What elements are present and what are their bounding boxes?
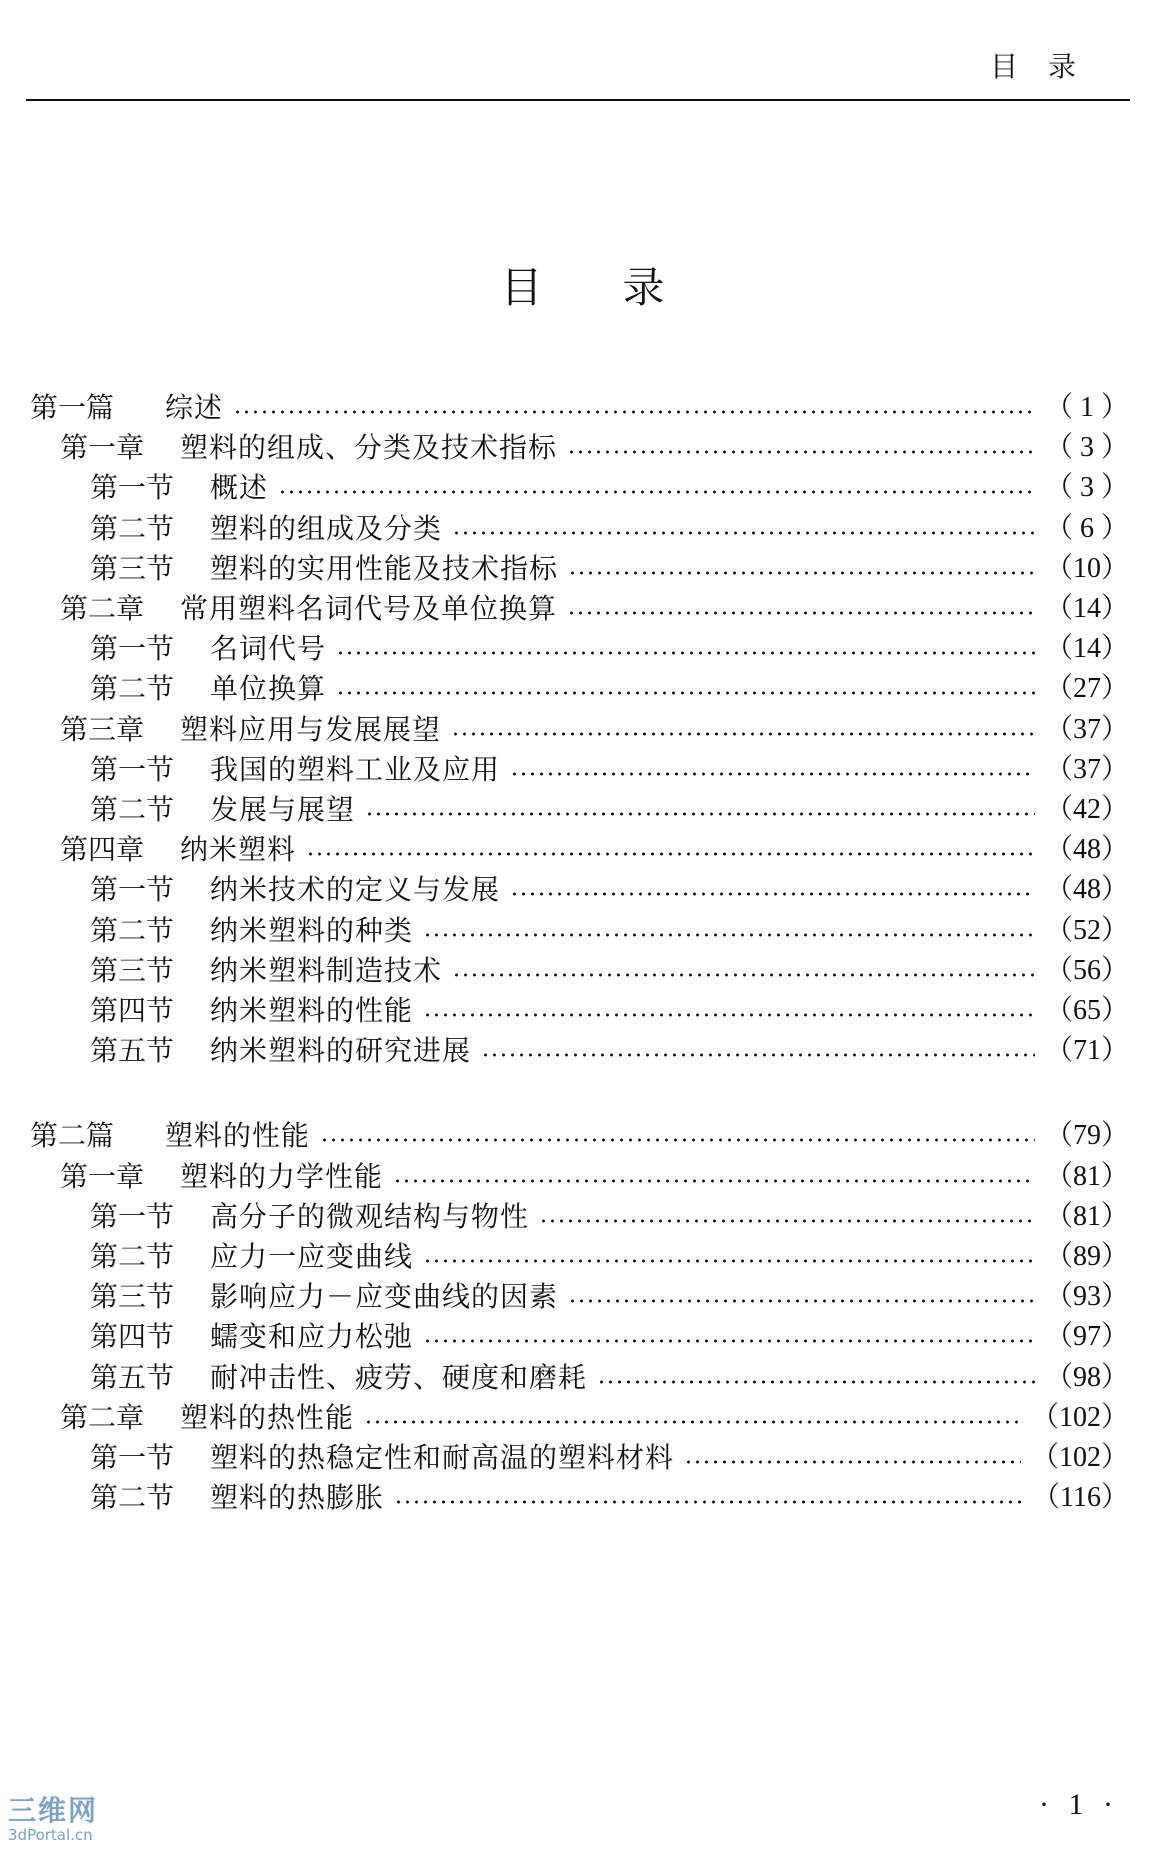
toc-leader-dots bbox=[568, 570, 1035, 576]
toc-entry-title: 塑料的热稳定性和耐高温的塑料材料 bbox=[210, 1441, 675, 1474]
toc-entry-title: 塑料应用与发展展望 bbox=[180, 712, 442, 746]
toc-entry-title: 塑料的实用性能及技术指标 bbox=[210, 551, 559, 585]
toc-entry-number: 第二章 bbox=[60, 1400, 145, 1434]
toc-leader-dots bbox=[423, 1012, 1035, 1018]
toc-leader-dots bbox=[278, 489, 1035, 495]
toc-entry-section[interactable] bbox=[90, 509, 1129, 549]
toc-entry-number: 第一节 bbox=[90, 873, 175, 907]
running-head-title: 目录 bbox=[989, 50, 1106, 83]
toc-entry-number: 第五节 bbox=[90, 1360, 175, 1394]
toc-entry-number: 第二篇 bbox=[30, 1119, 115, 1153]
toc-entry-title: 耐冲击性、疲劳、硬度和磨耗 bbox=[210, 1360, 588, 1394]
toc-entry-number: 第二节 bbox=[90, 1240, 175, 1273]
toc-entry-section[interactable] bbox=[90, 1237, 1129, 1277]
watermark-en-text: 3dPortal.cn bbox=[8, 1826, 93, 1844]
toc-leader-dots bbox=[510, 891, 1035, 897]
toc-entry-number: 第四节 bbox=[90, 1320, 175, 1354]
toc-leader-dots bbox=[394, 1499, 1022, 1505]
toc-leader-dots bbox=[320, 1137, 1035, 1143]
toc-entry-title: 常用塑料名词代号及单位换算 bbox=[180, 592, 558, 625]
toc-entry-title: 蠕变和应力松弛 bbox=[210, 1320, 414, 1354]
toc-entry-number: 第五节 bbox=[90, 1034, 175, 1068]
toc-entry-section[interactable] bbox=[90, 1358, 1129, 1398]
toc-entry-part[interactable] bbox=[30, 1116, 1129, 1156]
toc-entry-title: 影响应力－应变曲线的因素 bbox=[210, 1280, 559, 1314]
toc-entry-part[interactable] bbox=[30, 388, 1129, 428]
toc-entry-title: 概述 bbox=[210, 471, 269, 505]
toc-leader-dots bbox=[336, 690, 1035, 696]
toc-entry-title: 塑料的力学性能 bbox=[180, 1159, 384, 1193]
toc-leader-dots bbox=[451, 731, 1035, 737]
toc-entry-page: （81） bbox=[1044, 1160, 1129, 1192]
toc-entry-page: （97） bbox=[1044, 1321, 1129, 1353]
toc-entry-section[interactable] bbox=[90, 468, 1129, 508]
toc-leader-dots bbox=[452, 530, 1035, 536]
toc-entry-number: 第三节 bbox=[90, 953, 175, 987]
page-number: · 1 · bbox=[1039, 1788, 1119, 1821]
toc-entry-title: 塑料的性能 bbox=[165, 1119, 311, 1153]
toc-leader-dots bbox=[364, 1419, 1021, 1425]
toc-leader-dots bbox=[568, 1298, 1035, 1304]
toc-entry-section[interactable] bbox=[90, 1031, 1129, 1071]
toc-entry-title: 我国的塑料工业及应用 bbox=[210, 752, 501, 786]
toc-leader-dots bbox=[233, 409, 1035, 415]
toc-entry-page: （37） bbox=[1044, 713, 1129, 745]
watermark-cn-text: 三维网 bbox=[8, 1794, 99, 1827]
toc-entry-number: 第一节 bbox=[90, 1441, 175, 1474]
toc-entry-number: 第三章 bbox=[60, 712, 145, 746]
toc-entry-number: 第一章 bbox=[60, 431, 145, 465]
toc-entry-page: （37） bbox=[1044, 753, 1129, 785]
toc-entry-page: （14） bbox=[1044, 633, 1129, 665]
toc-leader-dots bbox=[684, 1459, 1021, 1465]
toc-entry-page: （102） bbox=[1030, 1442, 1129, 1473]
toc-entry-title: 高分子的微观结构与物性 bbox=[210, 1199, 530, 1233]
page-title: 目录 bbox=[500, 263, 745, 312]
toc-entry-page: （14） bbox=[1044, 593, 1129, 624]
toc-entry-section[interactable] bbox=[90, 1478, 1129, 1518]
toc-entry-number: 第一篇 bbox=[30, 391, 115, 424]
toc-entry-number: 第一节 bbox=[90, 752, 175, 786]
toc-entry-title: 塑料的组成、分类及技术指标 bbox=[180, 431, 558, 465]
toc-entry-title: 塑料的组成及分类 bbox=[210, 511, 443, 545]
toc-entry-section[interactable] bbox=[90, 1197, 1129, 1237]
toc-entry-title: 纳米塑料的种类 bbox=[210, 913, 414, 947]
toc-entry-page: （98） bbox=[1044, 1361, 1129, 1393]
toc-entry-section[interactable] bbox=[90, 669, 1129, 709]
toc-entry-chapter[interactable] bbox=[60, 589, 1129, 629]
toc-leader-dots bbox=[423, 1338, 1035, 1344]
toc-entry-number: 第一节 bbox=[90, 632, 175, 666]
toc-entry-page: （71） bbox=[1044, 1035, 1129, 1067]
toc-entry-title: 单位换算 bbox=[210, 672, 327, 706]
toc-leader-dots bbox=[393, 1178, 1035, 1184]
toc-entry-number: 第一节 bbox=[90, 1199, 175, 1233]
toc-entry-chapter[interactable] bbox=[60, 428, 1129, 468]
toc-entry-page: （ 3 ） bbox=[1044, 432, 1129, 464]
toc-leader-dots bbox=[336, 650, 1035, 656]
toc-entry-page: （89） bbox=[1044, 1241, 1129, 1272]
toc-entry-section[interactable] bbox=[90, 790, 1129, 830]
toc-leader-dots bbox=[365, 811, 1035, 817]
toc-entry-number: 第二节 bbox=[90, 913, 175, 947]
toc-entry-section[interactable] bbox=[90, 549, 1129, 589]
toc-leader-dots bbox=[597, 1379, 1035, 1385]
toc-leader-dots bbox=[481, 1052, 1035, 1058]
toc-entry-section[interactable] bbox=[90, 629, 1129, 669]
toc-entry-page: （10） bbox=[1044, 552, 1129, 584]
toc-entry-page: （ 3 ） bbox=[1044, 472, 1129, 504]
toc-leader-dots bbox=[567, 610, 1035, 616]
toc-entry-page: （42） bbox=[1044, 794, 1129, 825]
toc-leader-dots bbox=[567, 449, 1035, 455]
toc-entry-section[interactable] bbox=[90, 991, 1129, 1031]
toc-entry-section[interactable] bbox=[90, 1317, 1129, 1357]
toc-entry-page: （ 6 ） bbox=[1044, 512, 1129, 544]
toc-entry-page: （65） bbox=[1044, 995, 1129, 1026]
toc-leader-dots bbox=[423, 932, 1035, 938]
toc-entry-number: 第四节 bbox=[90, 994, 175, 1027]
toc-entry-section[interactable] bbox=[90, 1438, 1129, 1478]
toc-entry-title: 塑料的热膨胀 bbox=[210, 1481, 385, 1515]
toc-entry-title: 名词代号 bbox=[210, 632, 327, 666]
toc-leader-dots bbox=[539, 1218, 1035, 1224]
toc-entry-chapter[interactable] bbox=[60, 830, 1129, 870]
toc-entry-section[interactable] bbox=[90, 870, 1129, 910]
toc-entry-title: 纳米塑料制造技术 bbox=[210, 953, 443, 987]
toc-entry-number: 第一节 bbox=[90, 471, 175, 505]
toc-entry-number: 第二节 bbox=[90, 511, 175, 545]
toc-entry-number: 第二节 bbox=[90, 672, 175, 706]
toc-entry-page: （56） bbox=[1044, 954, 1129, 986]
toc-entry-number: 第三节 bbox=[90, 1280, 175, 1314]
toc-entry-section[interactable] bbox=[90, 911, 1129, 951]
toc-entry-title: 纳米塑料的研究进展 bbox=[210, 1034, 472, 1068]
toc-entry-page: （27） bbox=[1044, 673, 1129, 705]
toc-entry-number: 第四章 bbox=[60, 833, 145, 867]
toc-entry-section[interactable] bbox=[90, 1277, 1129, 1317]
toc-entry-title: 综述 bbox=[165, 391, 224, 424]
toc-leader-dots bbox=[452, 972, 1035, 978]
toc-entry-section[interactable] bbox=[90, 750, 1129, 790]
toc-entry-number: 第二节 bbox=[90, 1481, 175, 1515]
toc-leader-dots bbox=[306, 851, 1035, 857]
toc-entry-chapter[interactable] bbox=[60, 1157, 1129, 1197]
toc-entry-page: （79） bbox=[1044, 1120, 1129, 1152]
toc-entry-page: （48） bbox=[1044, 834, 1129, 866]
toc-leader-dots bbox=[423, 1258, 1035, 1264]
watermark-logo bbox=[8, 1796, 108, 1852]
toc-entry-chapter[interactable] bbox=[60, 710, 1129, 750]
toc-entry-page: （93） bbox=[1044, 1281, 1129, 1313]
toc-entry-page: （116） bbox=[1032, 1482, 1129, 1514]
toc-entry-number: 第二节 bbox=[90, 793, 175, 826]
toc-entry-title: 应力一应变曲线 bbox=[210, 1240, 414, 1273]
toc-entry-number: 第一章 bbox=[60, 1159, 145, 1193]
toc-entry-number: 第二章 bbox=[60, 592, 145, 625]
toc-entry-title: 塑料的热性能 bbox=[180, 1400, 355, 1434]
toc-entry-section[interactable] bbox=[90, 951, 1129, 991]
toc-entry-title: 纳米技术的定义与发展 bbox=[210, 873, 501, 907]
toc-leader-dots bbox=[510, 771, 1035, 777]
toc-entry-title: 纳米塑料 bbox=[180, 833, 297, 867]
toc-entry-title: 发展与展望 bbox=[210, 793, 356, 826]
toc-entry-chapter[interactable] bbox=[60, 1398, 1129, 1438]
toc-entry-page: （ 1 ） bbox=[1044, 392, 1129, 423]
toc-entry-number: 第三节 bbox=[90, 551, 175, 585]
toc-entry-page: （48） bbox=[1044, 874, 1129, 906]
toc-entry-page: （102） bbox=[1030, 1401, 1129, 1433]
toc-entry-page: （52） bbox=[1044, 914, 1129, 946]
toc-entry-title: 纳米塑料的性能 bbox=[210, 994, 414, 1027]
toc-entry-page: （81） bbox=[1044, 1200, 1129, 1232]
